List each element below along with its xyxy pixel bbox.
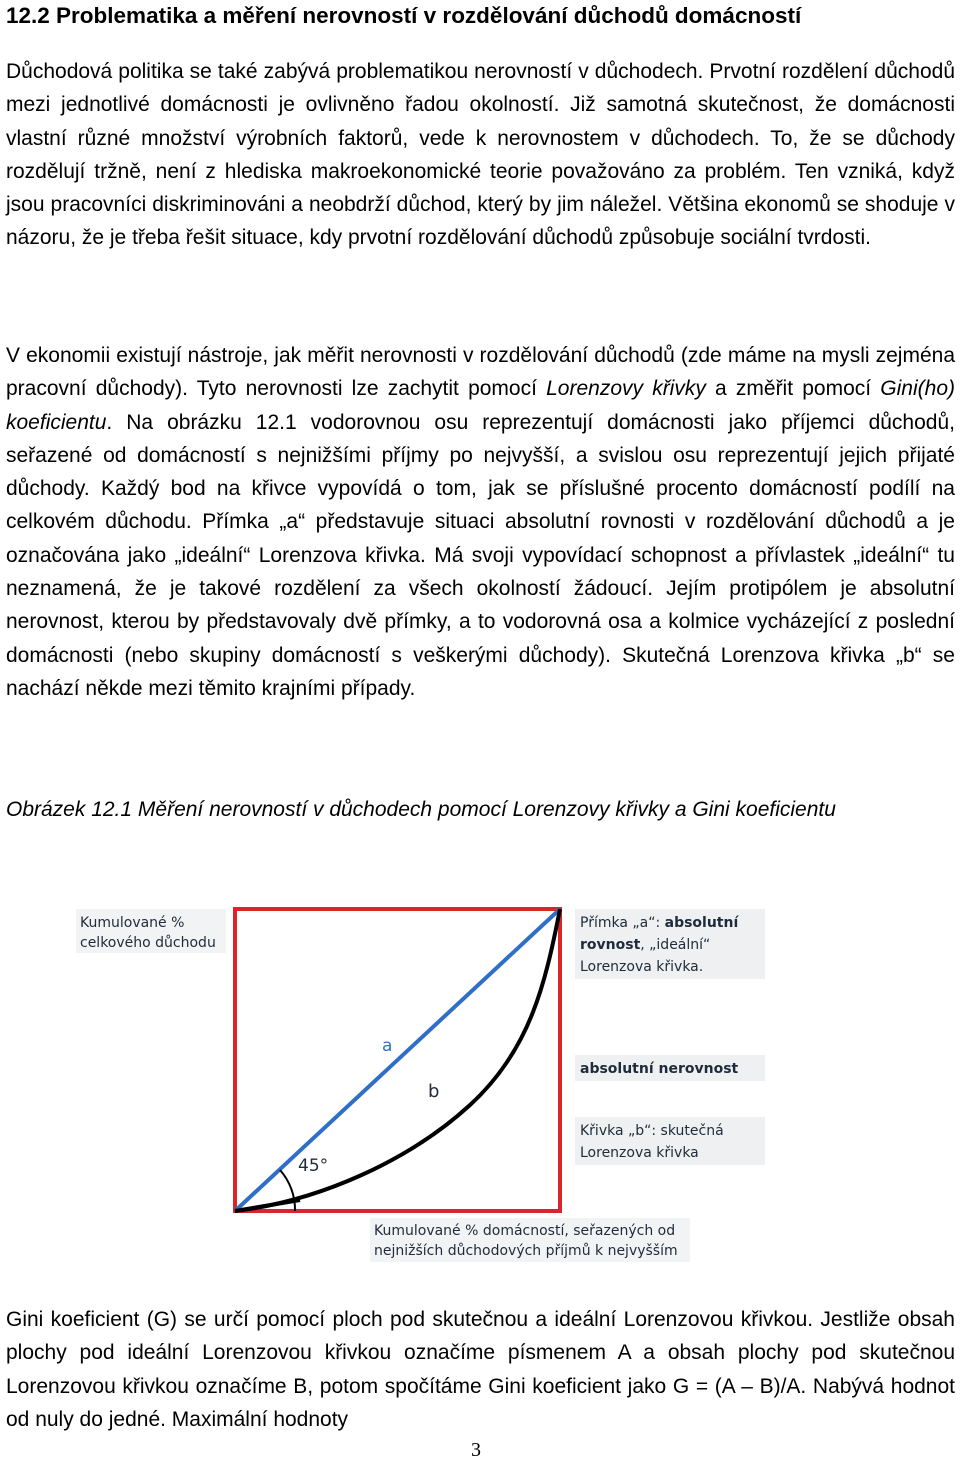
paragraph-text: V ekonomii existují nástroje, jak měřit nerovnosti v rozdělování důchodů (zde máme na mysli zejména pracovní důchody). Tyto nerovnosti lze zachytit pomocí (6, 344, 955, 401)
legend-line-a-line1: Přímka „a“: absolutní (580, 915, 739, 931)
term-lorenz-curve: Lorenzovy křivky (546, 377, 706, 401)
x-axis-label-line2: nejnižších důchodových příjmů k nejvyšším (374, 1243, 678, 1259)
angle-label: 45° (298, 1156, 329, 1176)
legend-line-a-line3: Lorenzova křivka. (580, 959, 704, 975)
paragraph-income-policy: Důchodová politika se také zabývá problematikou nerovností v důchodech. Prvotní rozdělení důchodů mezi jednotlivé domácnosti je ovlivněno řadou okolností. Již samotná skutečnost, že domácnosti vlastní různé množství výrobních faktorů, vede k nerovnostem v důchodech. To, že se důchody rozdělují tržně, není z hlediska makroekonomické teorie považováno za problém. Ten vzniká, když jsou pracovníci diskriminováni a neobdrží důchod, který by jim náležel. Většina ekonomů se shoduje v názoru, že je třeba řešit situace, kdy prvotní rozdělování důchodů způsobuje sociální tvrdosti. (6, 60, 955, 250)
legend-line-a-line2: rovnost, „ideální“ (580, 937, 711, 953)
lorenz-curve-figure (70, 905, 770, 1270)
section-heading: 12.2 Problematika a měření nerovností v rozdělování důchodů domácností (6, 3, 802, 28)
x-axis-label-line1: Kumulované % domácností, seřazených od (374, 1223, 676, 1239)
legend-inequality: absolutní nerovnost (580, 1061, 739, 1077)
term-gini-coefficient: Gini(ho) koeficientu (6, 377, 955, 434)
paragraph-text: a změřit pomocí (705, 377, 881, 401)
line-a (235, 909, 560, 1211)
y-axis-label-line1: Kumulované % (80, 915, 185, 931)
paragraph-gini: Gini koeficient (G) se určí pomocí ploch pod skutečnou a ideální Lorenzovou křivkou. Jestliže obsah plochy pod ideální Lorenzovou křivkou označíme písmenem A a obsah plochy pod skutečnou Lorenzovou křivkou označíme B, potom spočítáme Gini koeficient jako G = (A – B)/A. Nabývá hodnot od nuly do jedné. Maximální hodnoty (6, 1308, 955, 1431)
lorenz-diagram (70, 905, 770, 1270)
curve-b-label: b (428, 1081, 440, 1102)
paragraph-text: . Na obrázku 12.1 vodorovnou osu reprezentují domácnosti jako příjemci důchodů, seřazené od domácností s nejnižšími příjmy po nejvyšší, a svislou osu reprezentují jejich přijaté důchody. Každý bod na křivce vypovídá o tom, jak se příslušné procento domácností podílí na celkovém důchodu. Přímka „a“ představuje situaci absolutní rovnosti v rozdělování důchodů a je označována jako „ideální“ Lorenzova křivka. Má svoji vypovídací schopnost a přívlastek „ideální“ tu neznamená, že je takové rozdělení za všech okolností žádoucí. Jejím protipólem je absolutní nerovnost, kterou by představovaly dvě přímky, a to vodorovná osa a kolmice vycházející z poslední domácnosti (nebo skupiny domácností s veškerými důchody). Skutečná Lorenzova křivka „b“ se nachází někde mezi těmito krajními případy. (6, 410, 955, 700)
line-a-label: a (382, 1036, 393, 1056)
y-axis-label-line2: celkového důchodu (80, 935, 216, 951)
figure-caption: Obrázek 12.1 Měření nerovností v důchodech pomocí Lorenzovy křivky a Gini koeficientu (6, 798, 836, 821)
page-number: 3 (471, 1439, 481, 1461)
legend-curve-b-line2: Lorenzova křivka (580, 1145, 699, 1161)
paragraph-lorenz-description (6, 339, 955, 705)
legend-curve-b-line1: Křivka „b“: skutečná (580, 1123, 724, 1139)
